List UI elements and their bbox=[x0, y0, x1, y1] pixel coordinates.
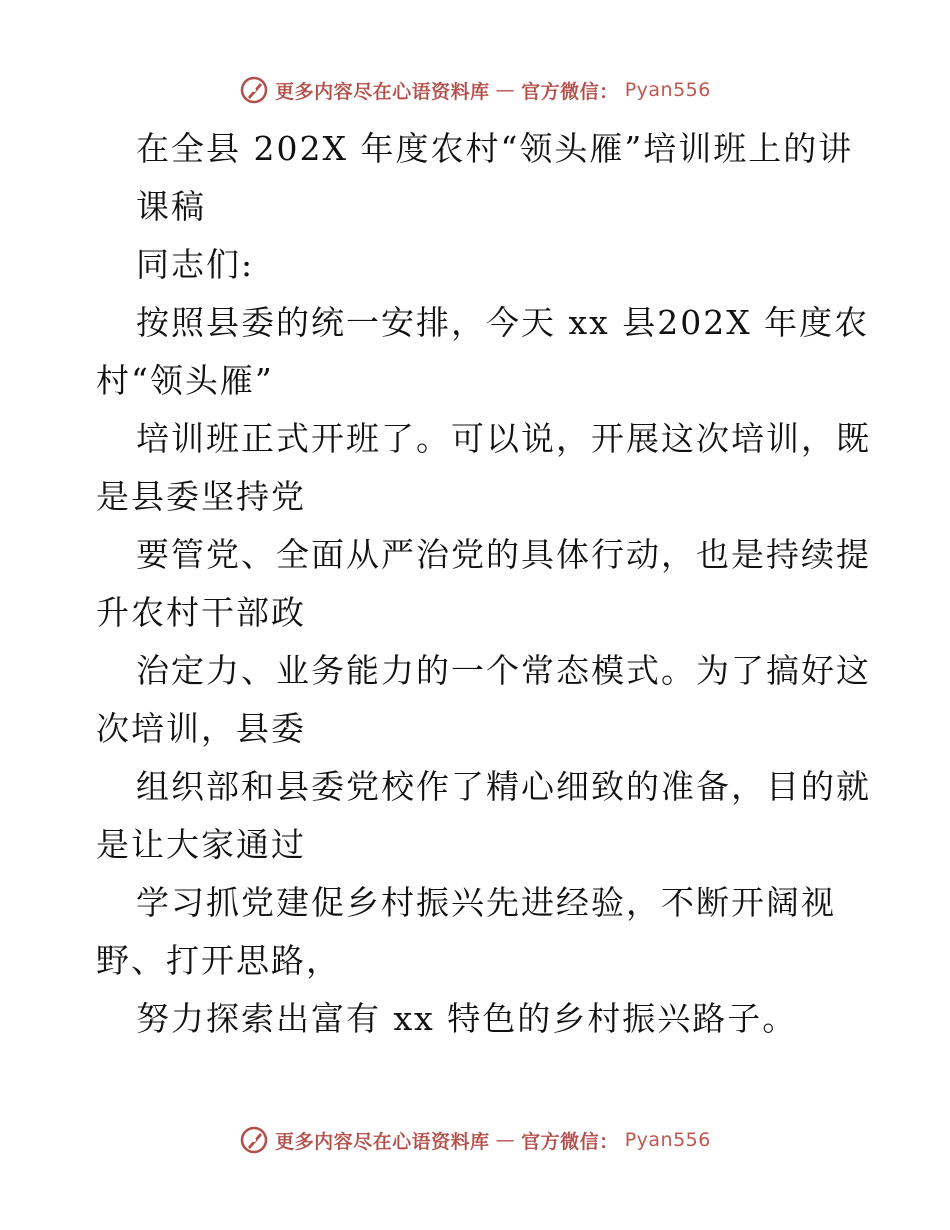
text-line: 是县委坚持党 bbox=[96, 477, 306, 516]
banner-wechat-id: Pyan556 bbox=[624, 79, 711, 101]
text-line: 学习抓党建促乡村振兴先进经验，不断开阔视 bbox=[136, 883, 836, 922]
text-line: 治定力、业务能力的一个常态模式。为了搞好这 bbox=[136, 651, 871, 690]
text-line: 是让大家通过 bbox=[96, 825, 306, 864]
pen-logo-icon bbox=[239, 75, 269, 105]
header-banner bbox=[0, 74, 950, 106]
footer-banner bbox=[0, 1124, 950, 1156]
banner-text: 更多内容尽在心语资料库 bbox=[275, 1130, 490, 1153]
text-line: 村“领头雁” bbox=[96, 361, 274, 400]
text-line: 要管党、全面从严治党的具体行动，也是持续提 bbox=[136, 535, 871, 574]
text-line: 按照县委的统一安排，今天 xx 县202X 年度农 bbox=[136, 303, 870, 342]
text-line: 培训班正式开班了。可以说，开展这次培训，既 bbox=[136, 419, 871, 458]
banner-dash: — bbox=[495, 1129, 516, 1151]
text-line: 在全县 202X 年度农村“领头雁”培训班上的讲 bbox=[136, 129, 854, 168]
document-body bbox=[96, 120, 871, 1048]
banner-wechat-label: 官方微信： bbox=[521, 80, 619, 103]
text-line: 同志们: bbox=[136, 245, 255, 284]
text-line: 努力探索出富有 xx 特色的乡村振兴路子。 bbox=[136, 999, 798, 1038]
text-line: 野、打开思路， bbox=[96, 941, 341, 980]
text-line: 组织部和县委党校作了精心细致的准备，目的就 bbox=[136, 767, 871, 806]
pen-logo-icon bbox=[239, 1125, 269, 1155]
banner-wechat-id: Pyan556 bbox=[624, 1129, 711, 1151]
text-line: 课稿 bbox=[136, 187, 206, 226]
text-line: 次培训，县委 bbox=[96, 709, 306, 748]
banner-dash: — bbox=[495, 79, 516, 101]
banner-text: 更多内容尽在心语资料库 bbox=[275, 80, 490, 103]
text-line: 升农村干部政 bbox=[96, 593, 306, 632]
banner-wechat-label: 官方微信： bbox=[521, 1130, 619, 1153]
